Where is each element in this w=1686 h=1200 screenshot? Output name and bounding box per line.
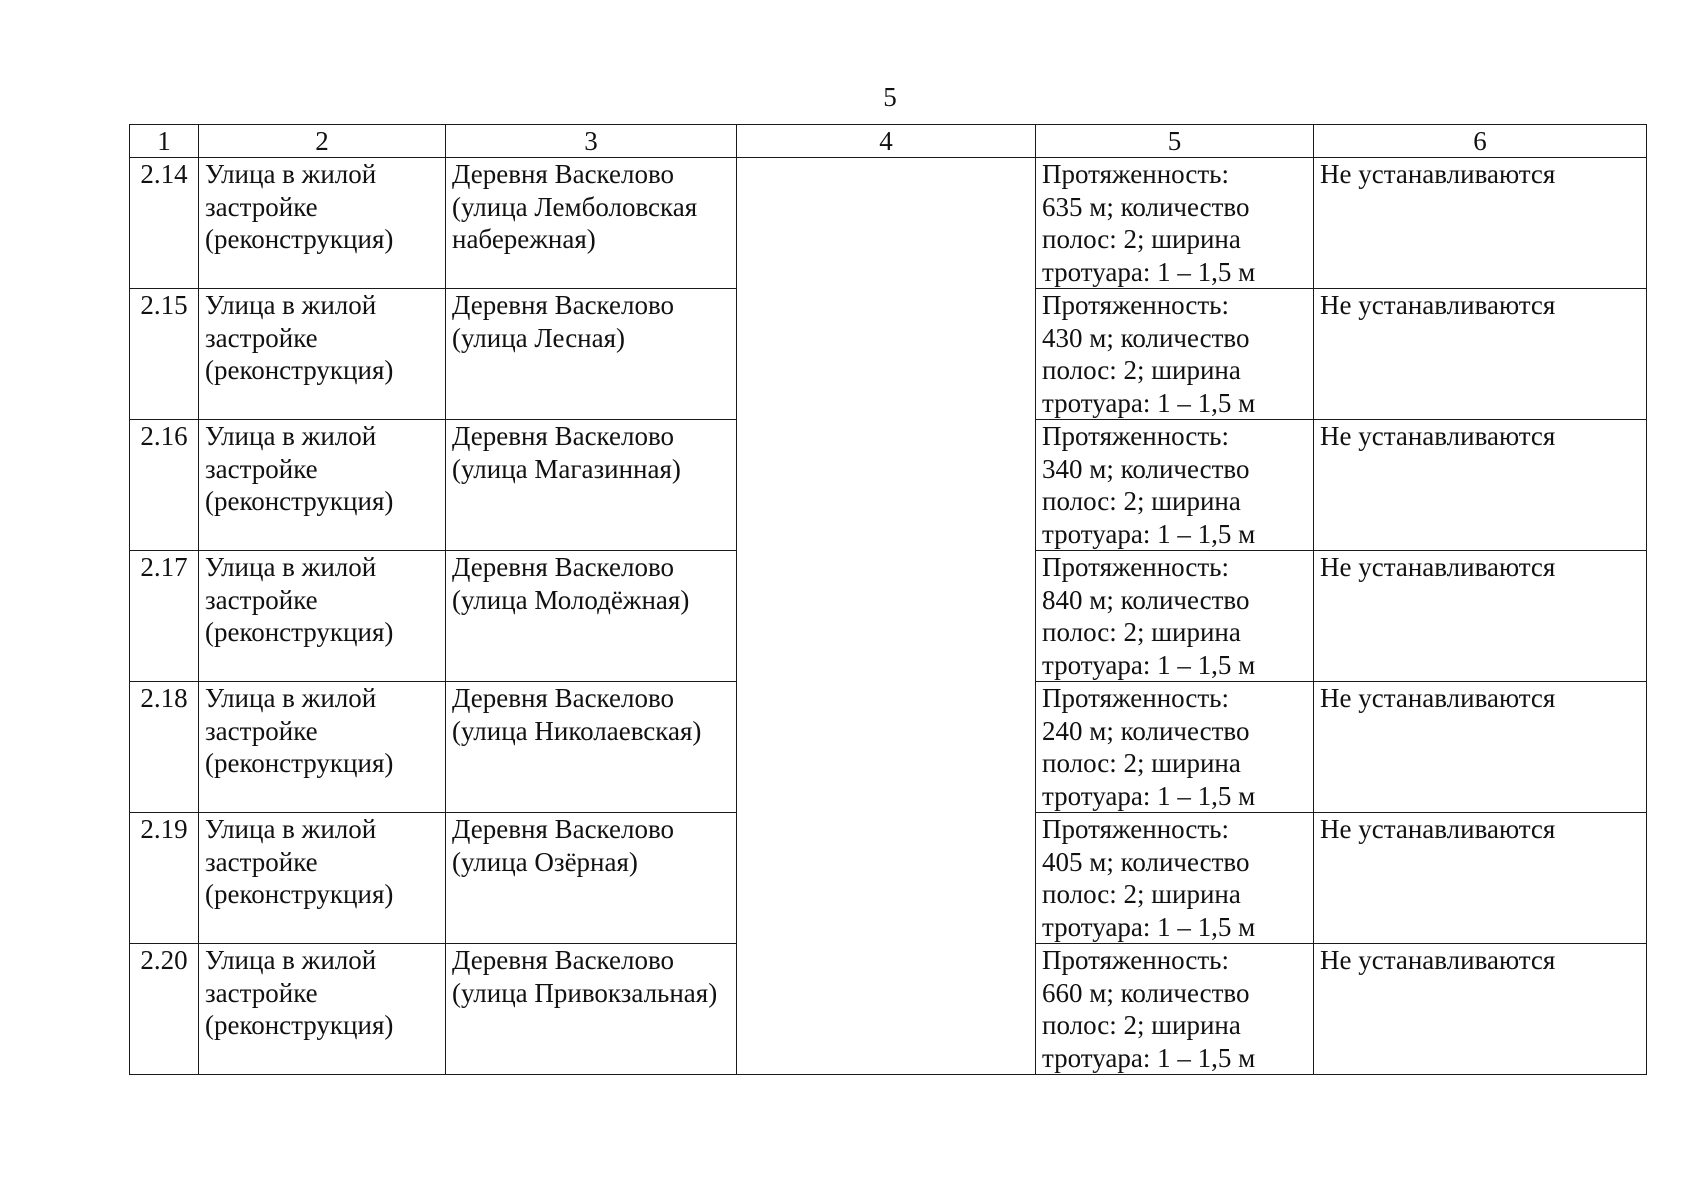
column-header: 6 bbox=[1314, 125, 1647, 158]
object-characteristics: Протяженность: 240 м; количество полос: 2; ширина тротуара: 1 – 1,5 м bbox=[1036, 682, 1314, 813]
object-location: Деревня Васкелово (улица Николаевская) bbox=[446, 682, 737, 813]
row-number: 2.15 bbox=[130, 289, 199, 420]
object-name: Улица в жилой застройке (реконструкция) bbox=[199, 813, 446, 944]
table-row bbox=[130, 158, 1647, 289]
object-zones: Не устанавливаются bbox=[1314, 682, 1647, 813]
row-number: 2.19 bbox=[130, 813, 199, 944]
object-zones: Не устанавливаются bbox=[1314, 289, 1647, 420]
column-header: 1 bbox=[130, 125, 199, 158]
object-name: Улица в жилой застройке (реконструкция) bbox=[199, 420, 446, 551]
object-location: Деревня Васкелово (улица Магазинная) bbox=[446, 420, 737, 551]
object-characteristics: Протяженность: 635 м; количество полос: 2; ширина тротуара: 1 – 1,5 м bbox=[1036, 158, 1314, 289]
row-number: 2.17 bbox=[130, 551, 199, 682]
object-name: Улица в жилой застройке (реконструкция) bbox=[199, 289, 446, 420]
objects-table bbox=[129, 124, 1647, 1075]
object-characteristics: Протяженность: 340 м; количество полос: 2; ширина тротуара: 1 – 1,5 м bbox=[1036, 420, 1314, 551]
object-location: Деревня Васкелово (улица Озёрная) bbox=[446, 813, 737, 944]
object-name: Улица в жилой застройке (реконструкция) bbox=[199, 158, 446, 289]
object-zones: Не устанавливаются bbox=[1314, 551, 1647, 682]
row-number: 2.14 bbox=[130, 158, 199, 289]
column-4-merged-cell bbox=[737, 158, 1036, 1075]
object-characteristics: Протяженность: 840 м; количество полос: 2; ширина тротуара: 1 – 1,5 м bbox=[1036, 551, 1314, 682]
table-header-row bbox=[130, 125, 1647, 158]
object-location: Деревня Васкелово (улица Молодёжная) bbox=[446, 551, 737, 682]
column-header: 4 bbox=[737, 125, 1036, 158]
object-name: Улица в жилой застройке (реконструкция) bbox=[199, 944, 446, 1075]
column-header: 2 bbox=[199, 125, 446, 158]
object-location: Деревня Васкелово (улица Лемболовская набережная) bbox=[446, 158, 737, 289]
object-zones: Не устанавливаются bbox=[1314, 420, 1647, 551]
object-characteristics: Протяженность: 405 м; количество полос: 2; ширина тротуара: 1 – 1,5 м bbox=[1036, 813, 1314, 944]
object-zones: Не устанавливаются bbox=[1314, 813, 1647, 944]
object-zones: Не устанавливаются bbox=[1314, 944, 1647, 1075]
column-header: 5 bbox=[1036, 125, 1314, 158]
object-location: Деревня Васкелово (улица Привокзальная) bbox=[446, 944, 737, 1075]
row-number: 2.20 bbox=[130, 944, 199, 1075]
page-number: 5 bbox=[883, 82, 897, 112]
column-header: 3 bbox=[446, 125, 737, 158]
object-characteristics: Протяженность: 430 м; количество полос: 2; ширина тротуара: 1 – 1,5 м bbox=[1036, 289, 1314, 420]
row-number: 2.18 bbox=[130, 682, 199, 813]
row-number: 2.16 bbox=[130, 420, 199, 551]
object-characteristics: Протяженность: 660 м; количество полос: 2; ширина тротуара: 1 – 1,5 м bbox=[1036, 944, 1314, 1075]
object-name: Улица в жилой застройке (реконструкция) bbox=[199, 551, 446, 682]
object-location: Деревня Васкелово (улица Лесная) bbox=[446, 289, 737, 420]
object-zones: Не устанавливаются bbox=[1314, 158, 1647, 289]
object-name: Улица в жилой застройке (реконструкция) bbox=[199, 682, 446, 813]
